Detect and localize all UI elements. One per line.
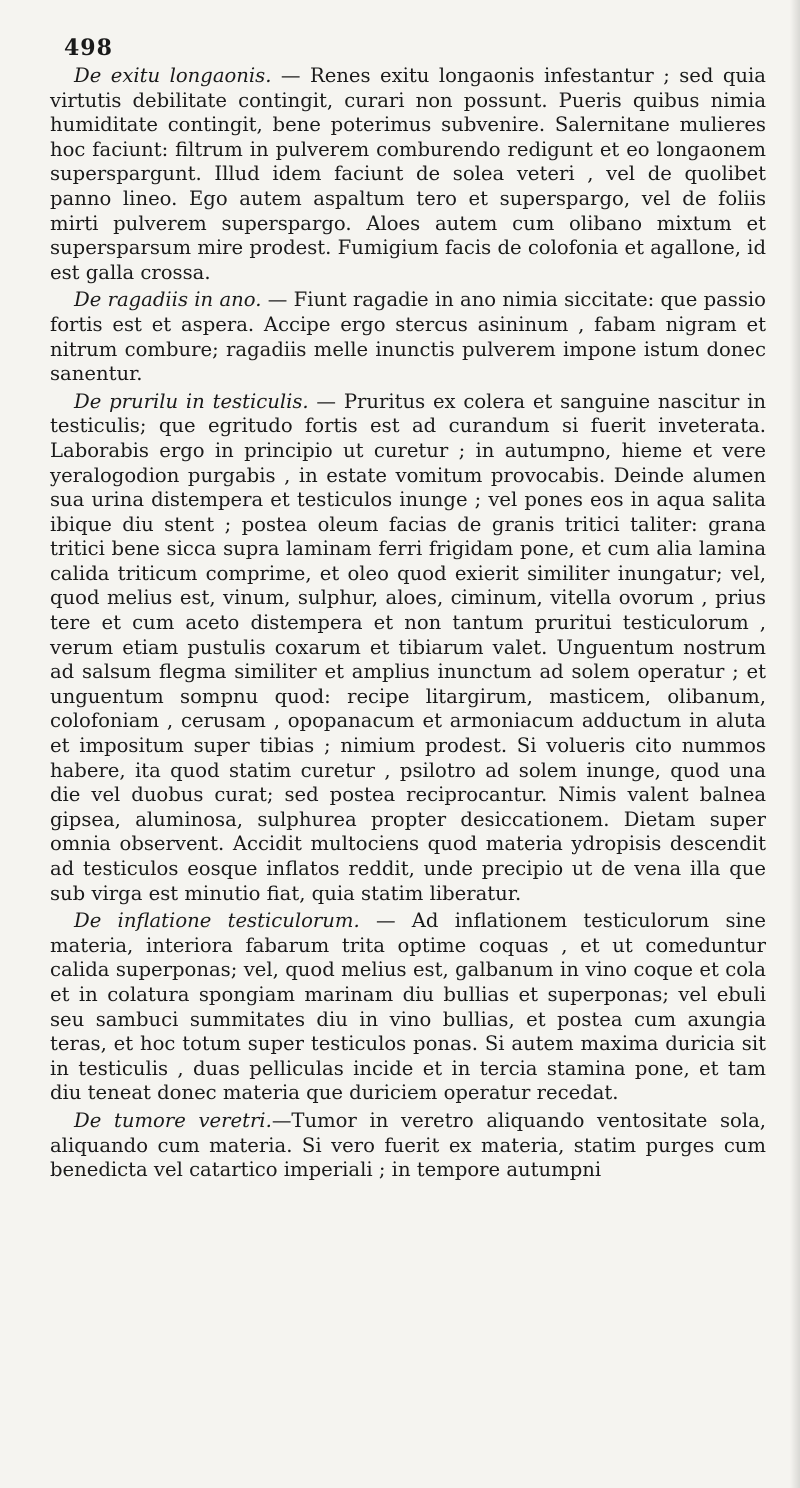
section-ragadiis-in-ano [50,288,766,386]
section-inflatione-testiculorum [50,909,766,1106]
section-body: Tumor in veretro aliquando ventositate sola, aliquando cum materia. Si vero fuerit ex materia, statim purges cum benedicta vel catartico imperiali ; in tempore autumpni [50,1108,766,1182]
section-heading: De prurilu in testiculis. [74,389,309,413]
section-dash: — [261,288,294,312]
section-body: Ad inflationem testiculorum sine materia, interiora fabarum trita optime coquas , et ut comeduntur calida superponas; vel, quod melius est, galbanum in vino coque et cola et in colatura spongiam marinam diu bullias et superponas; vel ebuli seu sambuci summitates diu in vino bullias, et postea cum axungia teras, et hoc totum super testiculos ponas. Si autem maxima duricia sit in testiculis , duas pelliculas incide et in tercia stamina pone, et tam diu teneat donec materia que duriciem operatur recedat. [50,909,766,1105]
page-edge-shadow [790,0,800,1488]
section-body: Pruritus ex colera et sanguine nascitur in testiculis; que egritudo fortis est ad curandum si fuerit inveterata. Laborabis ergo in principio ut curetur ; in autumpno, hieme et vere yeralogodion purgabis , in estate vomitum provocabis. Deinde alumen sua urina distempera et testiculos inunge ; vel pones eos in aqua salita ibique diu stent ; postea oleum facias de granis tritici taliter: grana tritici bene sicca supra laminam ferri frigidam pone, et cum alia lamina calida triticum comprime, et oleo quod exierit similiter inungatur; vel, quod melius est, vinum, sulphur, aloes, ciminum, vitella ovorum , prius tere et cum aceto distempera et non tantum pruritui testiculorum , verum etiam pustulis coxarum et tibiarum valet. Unguentum nostrum ad salsum flegma similiter et amplius inunctum ad solem operatur ; et unguentum sompnu quod: recipe litargirum, masticem, olibanum, colofoniam , cerusam , opopanacum et armoniacum adductum in aluta et impositum super tibias ; nimium prodest. Si volueris cito nummos habere, ita quod statim curetur , psilotro ad solem inunge, quod una die vel duobus curat; sed postea reciprocantur. Nimis valent balnea gipsea, aluminosa, sulphurea propter desiccationem. Dietam super omnia observent. Accidit multociens quod materia ydropisis descendit ad testiculos eosque inflatos reddit, unde precipio ut de vena illa que sub virga est minutio fiat, quia statim liberatur. [50,389,766,905]
section-heading: De tumore veretri. [74,1108,272,1132]
section-dash: — [271,64,310,87]
section-body: Fiunt ragadie in ano nimia siccitate: que passio fortis est et aspera. Accipe ergo stercus asininum , fabam nigram et nitrum combure; ragadiis melle inunctis pulverem impone istum donec sanentur. [50,288,766,386]
section-heading: De ragadiis in ano. [74,288,262,312]
page-text [50,64,766,1183]
section-tumore-veretri [50,1109,766,1183]
section-pruritu-in-testiculis [50,390,766,906]
section-body: Renes exitu longaonis infestantur ; sed quia virtutis debilitate contingit, curari non possunt. Pueris quibus nimia humiditate contingit, bene poterimus subvenire. Salernitane mulieres hoc faciunt: filtrum in pulverem comburendo redigunt et eo longaonem superspargunt. Illud idem faciunt de solea veteri , vel de quolibet panno lineo. Ego autem aspaltum tero et superspargo, vel de foliis mirti pulverem superspargo. Aloes autem cum olibano mixtum et supersparsum mire prodest. Fumigium facis de colofonia et agallone, id est galla crossa. [50,64,766,284]
page-number: 498 [64,35,113,61]
section-heading: De exitu longaonis. [74,64,272,87]
section-dash: — [271,1108,292,1132]
section-exitu-longaonis [50,64,766,285]
section-dash: — [308,389,344,413]
section-heading: De inflatione testiculorum. [74,909,360,933]
section-dash: — [359,909,412,933]
